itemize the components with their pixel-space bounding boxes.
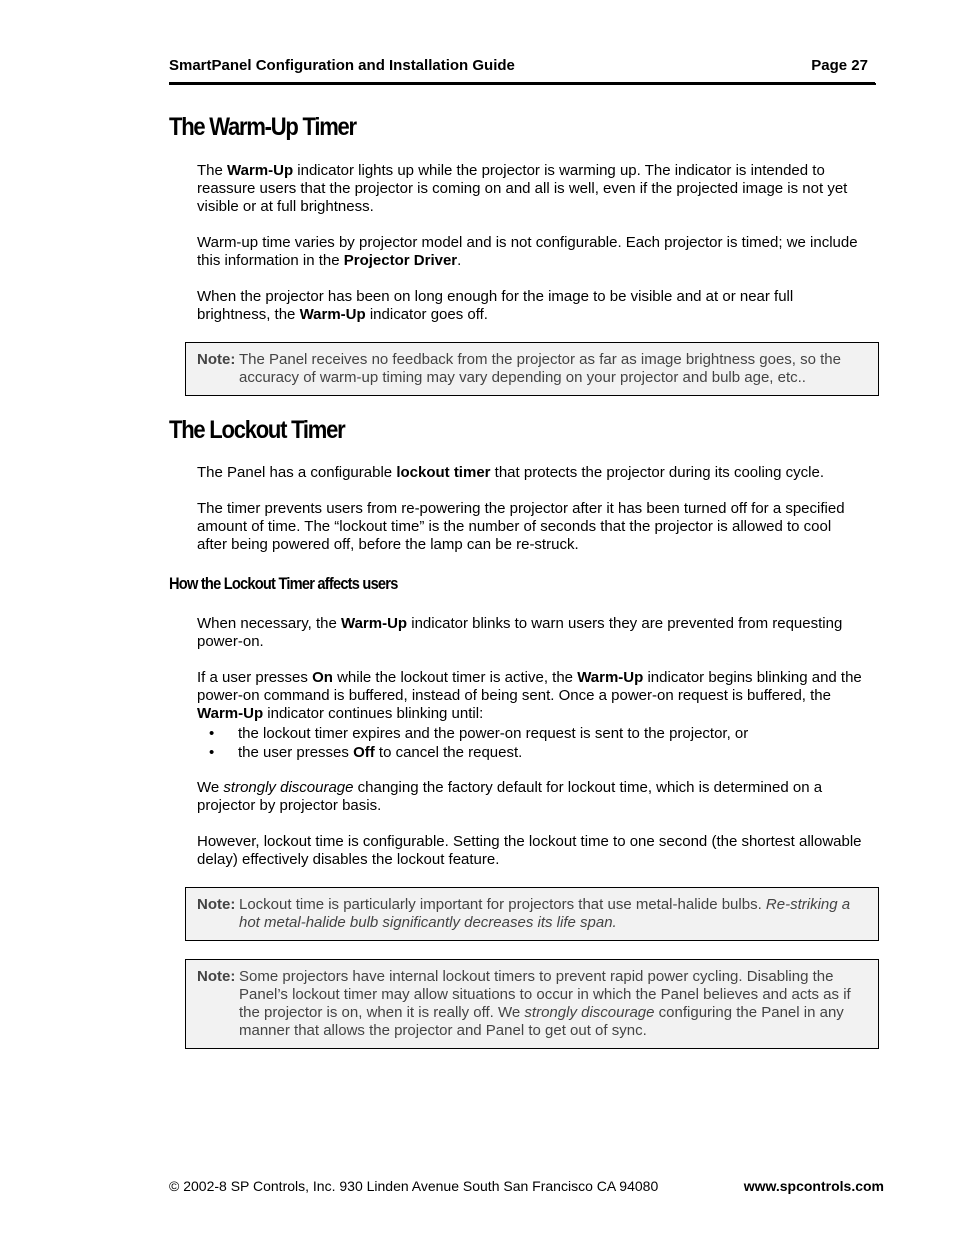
note-text: Some projectors have internal lockout timers to prevent rapid power cycling. Disabling the Panel’s lockout timer may allow situations to occur in which the Panel believes and acts as if the projector is on, when it is really off. We strongly discourage configuring the Panel in any manner that allows the projector and Panel to get out of sync. [239, 968, 851, 1039]
subheading-lockout-users: How the Lockout Timer affects users [169, 574, 398, 593]
warmup-paragraph-3: When the projector has been on long enough for the image to be visible and at or near full brightness, the Warm-Up indicator goes off. [197, 288, 794, 323]
lockout-paragraph-4: If a user presses On while the lockout timer is active, the Warm-Up indicator begins blinking and the power-on command is buffered, instead of being sent. Once a power-on request is buffered, the Warm-Up indicator continues blinking until: [197, 669, 862, 722]
page-header [169, 56, 875, 85]
lockout-paragraph-5: We strongly discourage changing the factory default for lockout time, which is determined on a projector by projector basis. [197, 779, 823, 814]
footer-website: www.spcontrols.com [743, 1178, 884, 1194]
note-box-internal-timers [185, 959, 879, 1049]
list-item: • the user presses Off to cancel the request. [209, 744, 523, 761]
note-label: Note: [197, 896, 236, 913]
lockout-paragraph-2: The timer prevents users from re-powering the projector after it has been turned off for a specified amount of time. The “lockout time” is the number of seconds that the projector is allowed to cool after being powered off, before the lamp can be re-struck. [197, 500, 845, 553]
section-heading-lockout: The Lockout Timer [169, 416, 345, 444]
bullet-list [197, 724, 865, 762]
document-title: SmartPanel Configuration and Installation Guide [169, 57, 515, 74]
section-heading-warmup: The Warm-Up Timer [169, 113, 356, 141]
note-box-metal-halide [185, 887, 879, 941]
page-number: Page 27 [811, 57, 868, 74]
list-item: • the lockout timer expires and the power-on request is sent to the projector, or [209, 725, 749, 742]
lockout-paragraph-1: The Panel has a configurable lockout timer that protects the projector during its cooling cycle. [197, 464, 825, 481]
note-label: Note: [197, 968, 236, 985]
lockout-paragraph-3: When necessary, the Warm-Up indicator blinks to warn users they are prevented from requesting power-on. [197, 615, 843, 650]
warmup-paragraph-1: The Warm-Up indicator lights up while the projector is warming up. The indicator is intended to reassure users that the projector is coming on and all is well, even if the projected image is not yet visible or at full brightness. [197, 162, 848, 215]
footer-copyright: © 2002-8 SP Controls, Inc. 930 Linden Avenue South San Francisco CA 94080 [169, 1178, 659, 1194]
note-box-warmup [185, 342, 879, 396]
note-text: Lockout time is particularly important for projectors that use metal-halide bulbs. Re-striking a hot metal-halide bulb significantly decreases its life span. [239, 896, 851, 931]
lockout-paragraph-6: However, lockout time is configurable. Setting the lockout time to one second (the shortest allowable delay) effectively disables the lockout feature. [197, 833, 862, 868]
header-rule-accent [836, 83, 876, 85]
bullet-icon: • [209, 725, 215, 742]
note-text: The Panel receives no feedback from the projector as far as image brightness goes, so the accuracy of warm-up timing may vary depending on your projector and bulb age, etc.. [239, 351, 841, 386]
warmup-paragraph-2: Warm-up time varies by projector model and is not configurable. Each projector is timed; we include this information in the Projector Driver. [197, 234, 858, 269]
note-label: Note: [197, 351, 236, 368]
bullet-icon: • [209, 744, 215, 761]
